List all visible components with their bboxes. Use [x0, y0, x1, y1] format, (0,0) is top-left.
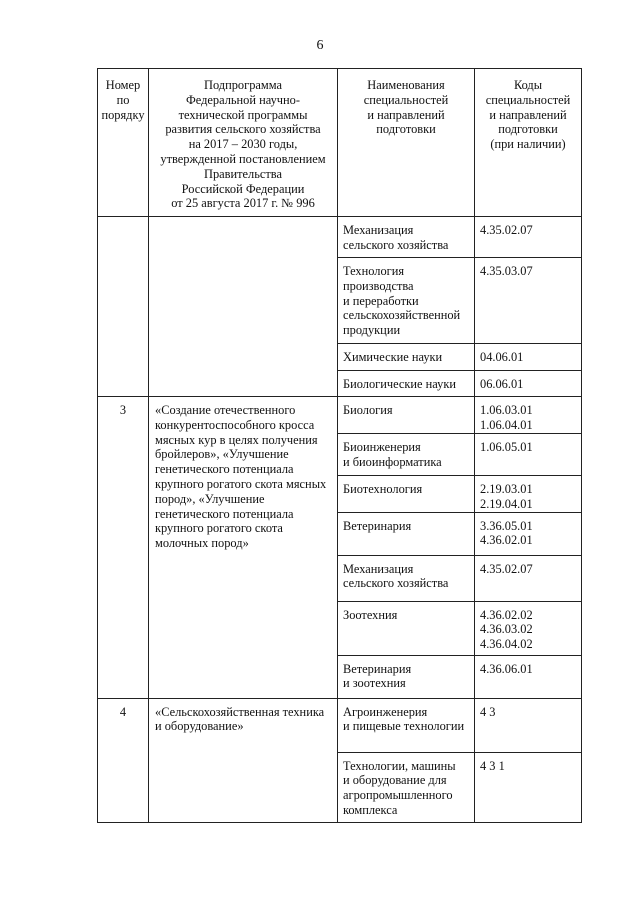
specialty-cell: Биоинженерия и биоинформатика: [338, 434, 475, 476]
specialty-cell: Химические науки: [338, 344, 475, 371]
specialties-table: [97, 68, 582, 823]
code-cell: 4 3 1: [475, 752, 582, 822]
specialty-cell: Технологии, машины и оборудование для агропромышленного комплекса: [338, 752, 475, 822]
code-cell: 1.06.05.01: [475, 434, 582, 476]
specialty-cell: Зоотехния: [338, 601, 475, 655]
group-number: 4: [98, 698, 149, 822]
header-codes: Коды специальностей и направлений подготовки (при наличии): [475, 69, 582, 217]
code-cell: 4.35.02.07: [475, 217, 582, 258]
page-number: 6: [316, 38, 324, 53]
table-header-row: [98, 69, 582, 217]
code-cell: 06.06.01: [475, 371, 582, 397]
specialty-cell: Механизация сельского хозяйства: [338, 555, 475, 601]
specialty-cell: Технология производства и переработки сельскохозяйственной продукции: [338, 258, 475, 344]
group-program: «Сельскохозяйственная техника и оборудование»: [149, 698, 338, 822]
specialty-cell: Механизация сельского хозяйства: [338, 217, 475, 258]
specialty-cell: Биотехнология: [338, 476, 475, 513]
code-cell: 4.36.02.02 4.36.03.02 4.36.04.02: [475, 601, 582, 655]
specialty-cell: Агроинженерия и пищевые технологии: [338, 698, 475, 752]
code-cell: 1.06.03.01 1.06.04.01: [475, 397, 582, 434]
table-row: [98, 397, 582, 434]
code-cell: 04.06.01: [475, 344, 582, 371]
code-cell: 3.36.05.01 4.36.02.01: [475, 512, 582, 555]
header-num: Номер по порядку: [98, 69, 149, 217]
group-program: [149, 217, 338, 397]
table-row: [98, 217, 582, 258]
specialty-cell: Ветеринария и зоотехния: [338, 655, 475, 698]
header-program: Подпрограмма Федеральной научно- технической программы развития сельского хозяйства на 2017 – 2030 годы, утвержденной постановлением Правительства Российской Федерации от 25 августа 2017 г. № 996: [149, 69, 338, 217]
table-row: [98, 698, 582, 752]
group-number: 3: [98, 397, 149, 699]
code-cell: 2.19.03.01 2.19.04.01: [475, 476, 582, 513]
group-number: [98, 217, 149, 397]
specialty-cell: Биология: [338, 397, 475, 434]
specialty-cell: Ветеринария: [338, 512, 475, 555]
code-cell: 4.35.03.07: [475, 258, 582, 344]
code-cell: 4 3: [475, 698, 582, 752]
header-specialties: Наименования специальностей и направлений подготовки: [338, 69, 475, 217]
code-cell: 4.35.02.07: [475, 555, 582, 601]
code-cell: 4.36.06.01: [475, 655, 582, 698]
group-program: «Создание отечественного конкурентоспособного кросса мясных кур в целях получения бройлеров», «Улучшение генетического потенциала крупного рогатого скота мясных пород», «Улучшение генетического потенциала крупного рогатого скота молочных пород»: [149, 397, 338, 699]
specialty-cell: Биологические науки: [338, 371, 475, 397]
